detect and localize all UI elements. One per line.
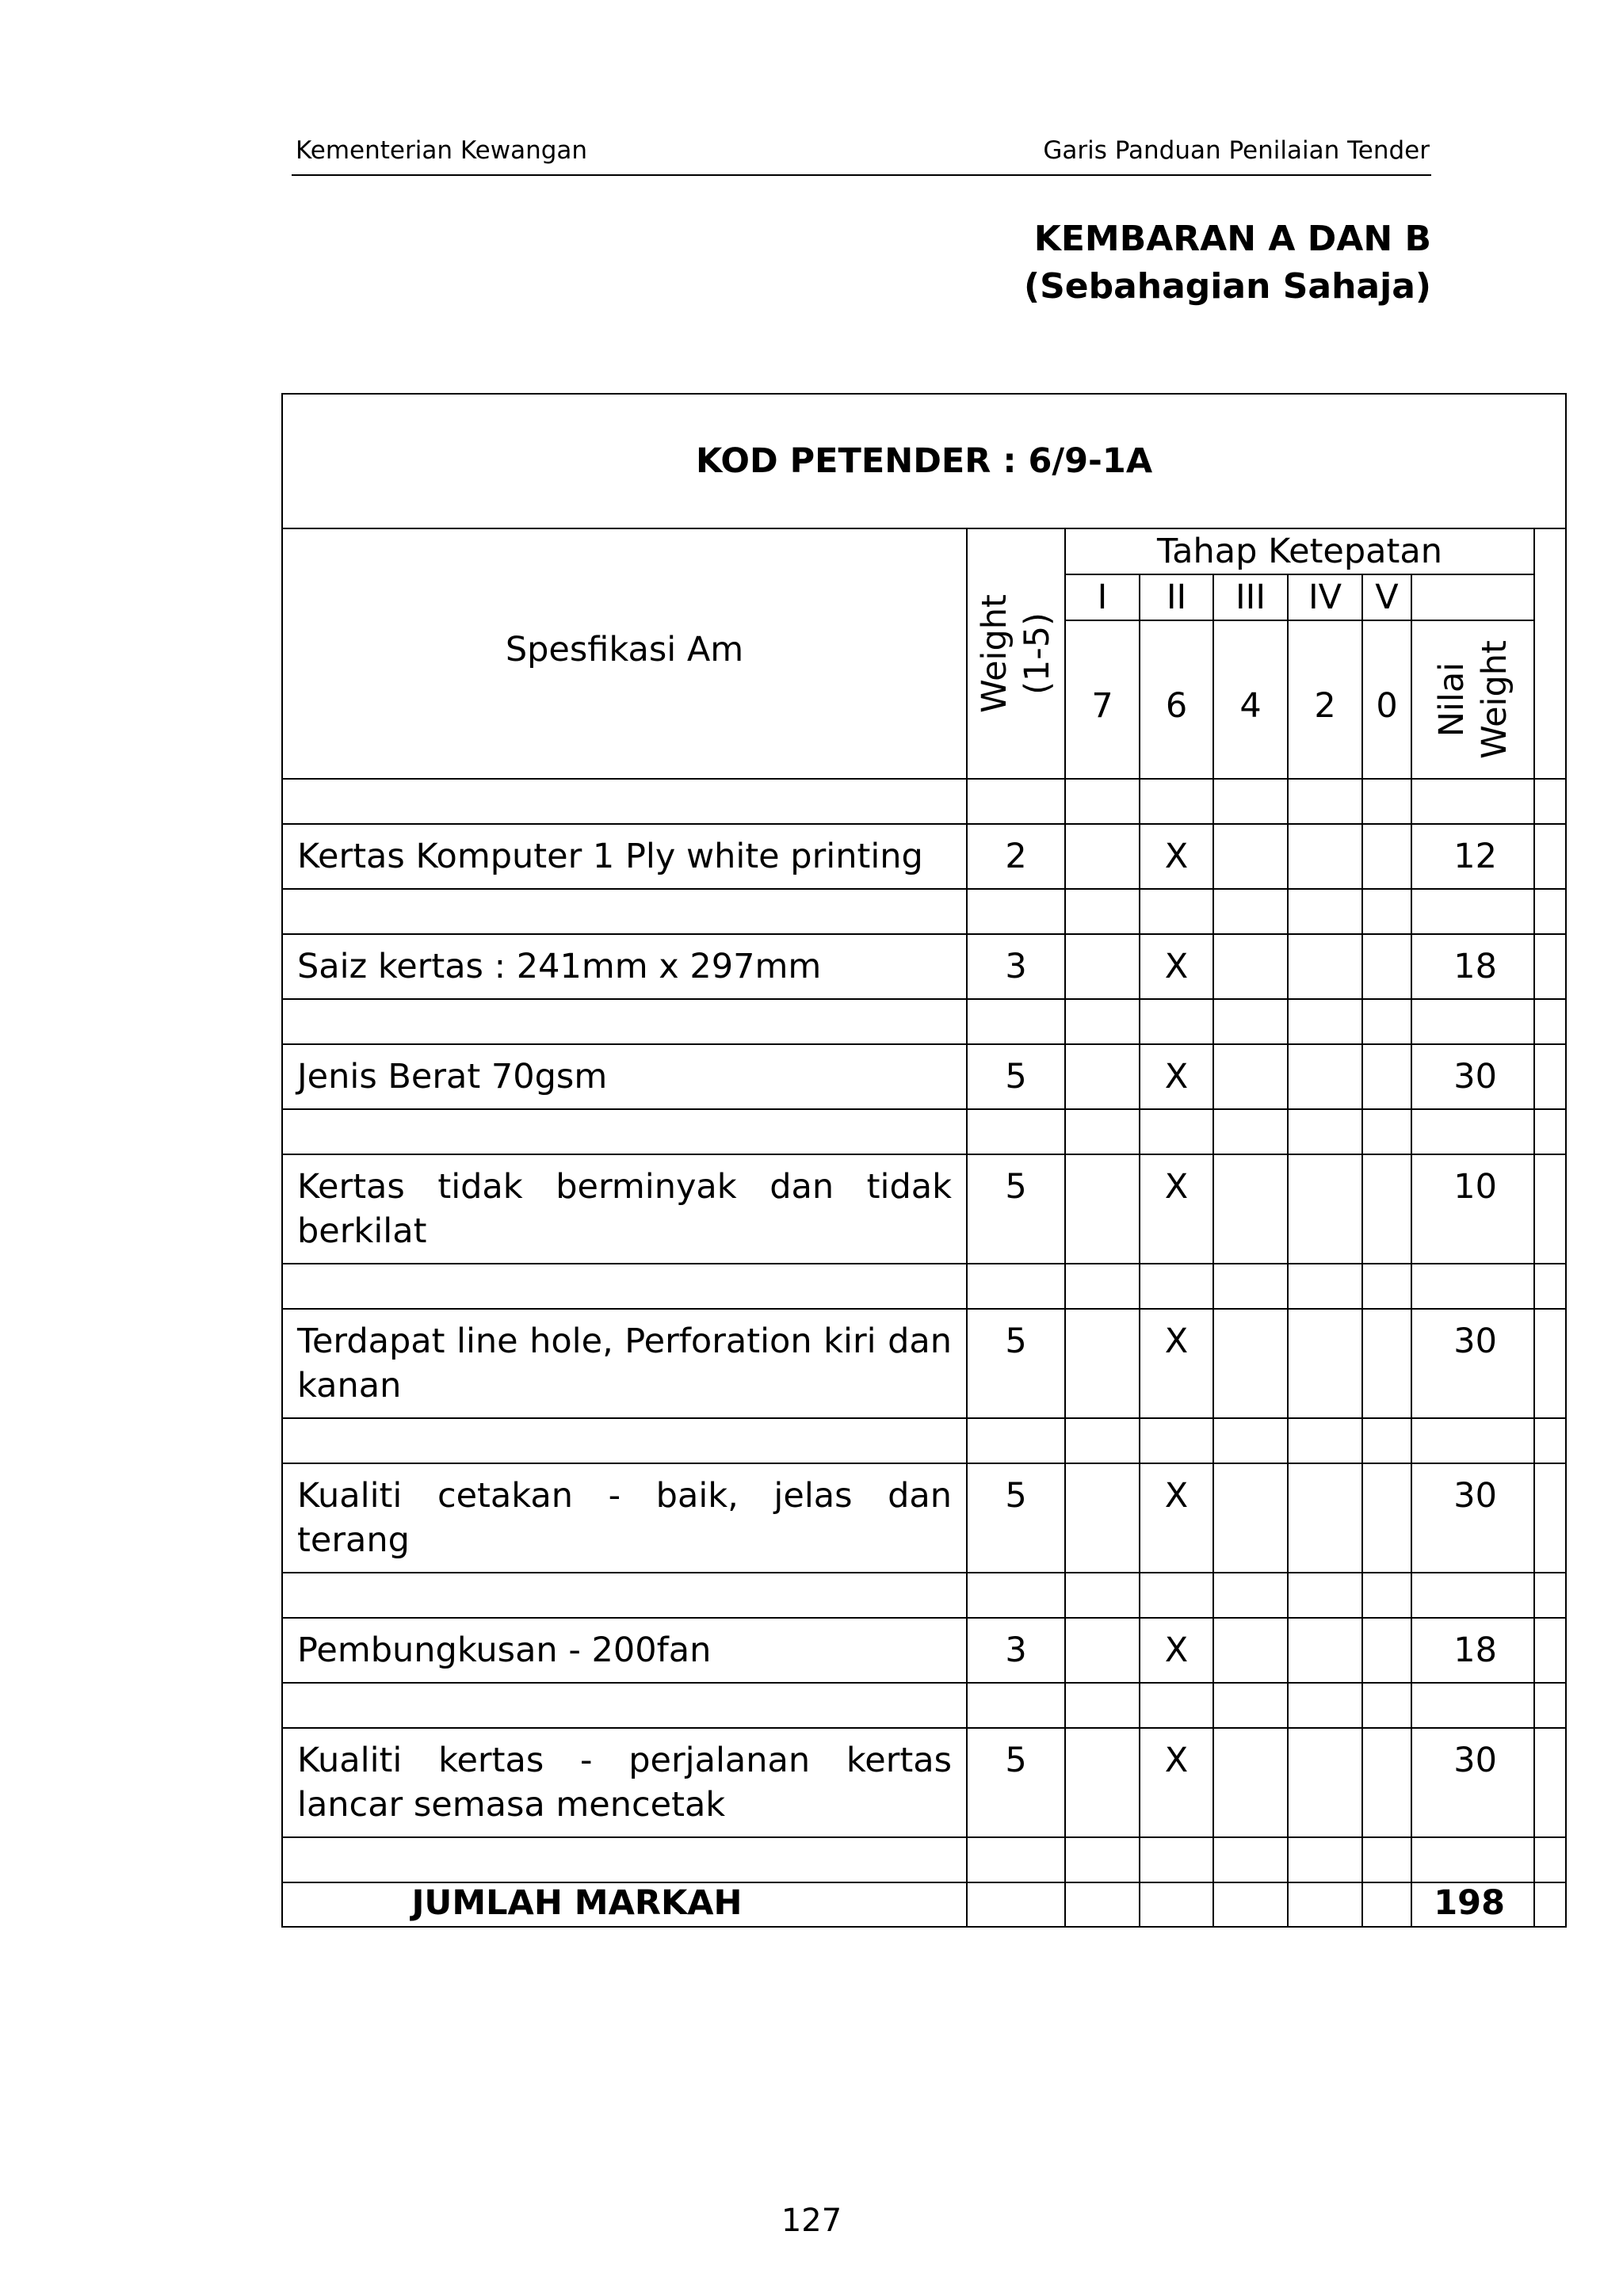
col-tahap-header: Tahap Ketepatan (1065, 528, 1534, 574)
nilai-weight-label: Weight (1474, 640, 1514, 759)
level-i: I (1065, 574, 1140, 620)
spacer-row (282, 1683, 1566, 1728)
evaluation-table (281, 393, 1567, 1928)
nilai-cell: 30 (1411, 1044, 1534, 1109)
score-ii: 6 (1140, 620, 1213, 779)
right-margin-cell (1534, 528, 1566, 779)
mark-cell: X (1140, 1463, 1213, 1573)
total-value: 198 (1411, 1882, 1534, 1927)
nilai-cell: 18 (1411, 934, 1534, 999)
table-row (282, 1618, 1566, 1683)
nilai-cell: 30 (1411, 1309, 1534, 1418)
header-left: Kementerian Kewangan (296, 136, 588, 165)
mark-cell: X (1140, 1044, 1213, 1109)
total-row (282, 1882, 1566, 1927)
weight-cell: 5 (967, 1044, 1065, 1109)
nilai-cell: 30 (1411, 1728, 1534, 1837)
nilai-cell: 10 (1411, 1154, 1534, 1264)
spec-cell: Terdapat line hole, Perforation kiri dan kanan (282, 1309, 967, 1418)
mark-cell: X (1140, 1309, 1213, 1418)
score-i: 7 (1065, 620, 1140, 779)
spacer-row (282, 1109, 1566, 1154)
col-nilai-header (1411, 620, 1534, 779)
nilai-label: Nilai (1431, 662, 1472, 738)
table-row (282, 1463, 1566, 1573)
weight-cell: 5 (967, 1309, 1065, 1418)
page-number: 127 (781, 2203, 842, 2239)
mark-cell: X (1140, 1618, 1213, 1683)
spacer-row (282, 1573, 1566, 1618)
table-row (282, 1154, 1566, 1264)
spacer-row (282, 999, 1566, 1044)
total-label: JUMLAH MARKAH (282, 1882, 967, 1927)
table-row (282, 824, 1566, 889)
score-iii: 4 (1213, 620, 1288, 779)
score-iv: 2 (1288, 620, 1362, 779)
spec-cell: Kertas Komputer 1 Ply white printing (282, 824, 967, 889)
section-title-line1: KEMBARAN A DAN B (1033, 219, 1431, 259)
spec-cell: Kualiti cetakan - baik, jelas dan terang (282, 1463, 967, 1573)
weight-cell: 5 (967, 1154, 1065, 1264)
section-title-line2: (Sebahagian Sahaja) (1023, 266, 1431, 307)
header-rule (292, 174, 1431, 176)
spec-cell: Jenis Berat 70gsm (282, 1044, 967, 1109)
weight-range-label: (1-5) (1018, 612, 1057, 695)
spacer-row (282, 889, 1566, 934)
mark-cell: X (1140, 1728, 1213, 1837)
spec-cell: Kertas tidak berminyak dan tidak berkilat (282, 1154, 967, 1264)
weight-cell: 3 (967, 1618, 1065, 1683)
weight-cell: 2 (967, 824, 1065, 889)
header-right: Garis Panduan Penilaian Tender (1043, 136, 1430, 165)
spec-cell: Pembungkusan - 200fan (282, 1618, 967, 1683)
table-row (282, 934, 1566, 999)
weight-cell: 3 (967, 934, 1065, 999)
level-iv: IV (1288, 574, 1362, 620)
score-v: 0 (1362, 620, 1411, 779)
col-spesifikasi-header: Spesfikasi Am (282, 528, 967, 779)
mark-cell: X (1140, 934, 1213, 999)
level-iii: III (1213, 574, 1288, 620)
nilai-cell: 12 (1411, 824, 1534, 889)
weight-label: Weight (975, 594, 1014, 713)
section-title (1024, 215, 1431, 311)
kod-petender: KOD PETENDER : 6/9-1A (282, 394, 1566, 528)
level-v: V (1362, 574, 1411, 620)
table-row (282, 1309, 1566, 1418)
table-row (282, 1728, 1566, 1837)
nilai-cell: 18 (1411, 1618, 1534, 1683)
mark-cell: X (1140, 1154, 1213, 1264)
spec-cell: Kualiti kertas - perjalanan kertas lancar semasa mencetak (282, 1728, 967, 1837)
spacer-row (282, 1264, 1566, 1309)
weight-cell: 5 (967, 1728, 1065, 1837)
level-blank (1411, 574, 1534, 620)
spec-cell: Saiz kertas : 241mm x 297mm (282, 934, 967, 999)
nilai-cell: 30 (1411, 1463, 1534, 1573)
weight-cell: 5 (967, 1463, 1065, 1573)
spacer-row (282, 1837, 1566, 1882)
level-ii: II (1140, 574, 1213, 620)
col-weight-header (967, 528, 1065, 779)
spacer-row (282, 1418, 1566, 1463)
mark-cell: X (1140, 824, 1213, 889)
table-row (282, 1044, 1566, 1109)
spacer-row (282, 779, 1566, 824)
